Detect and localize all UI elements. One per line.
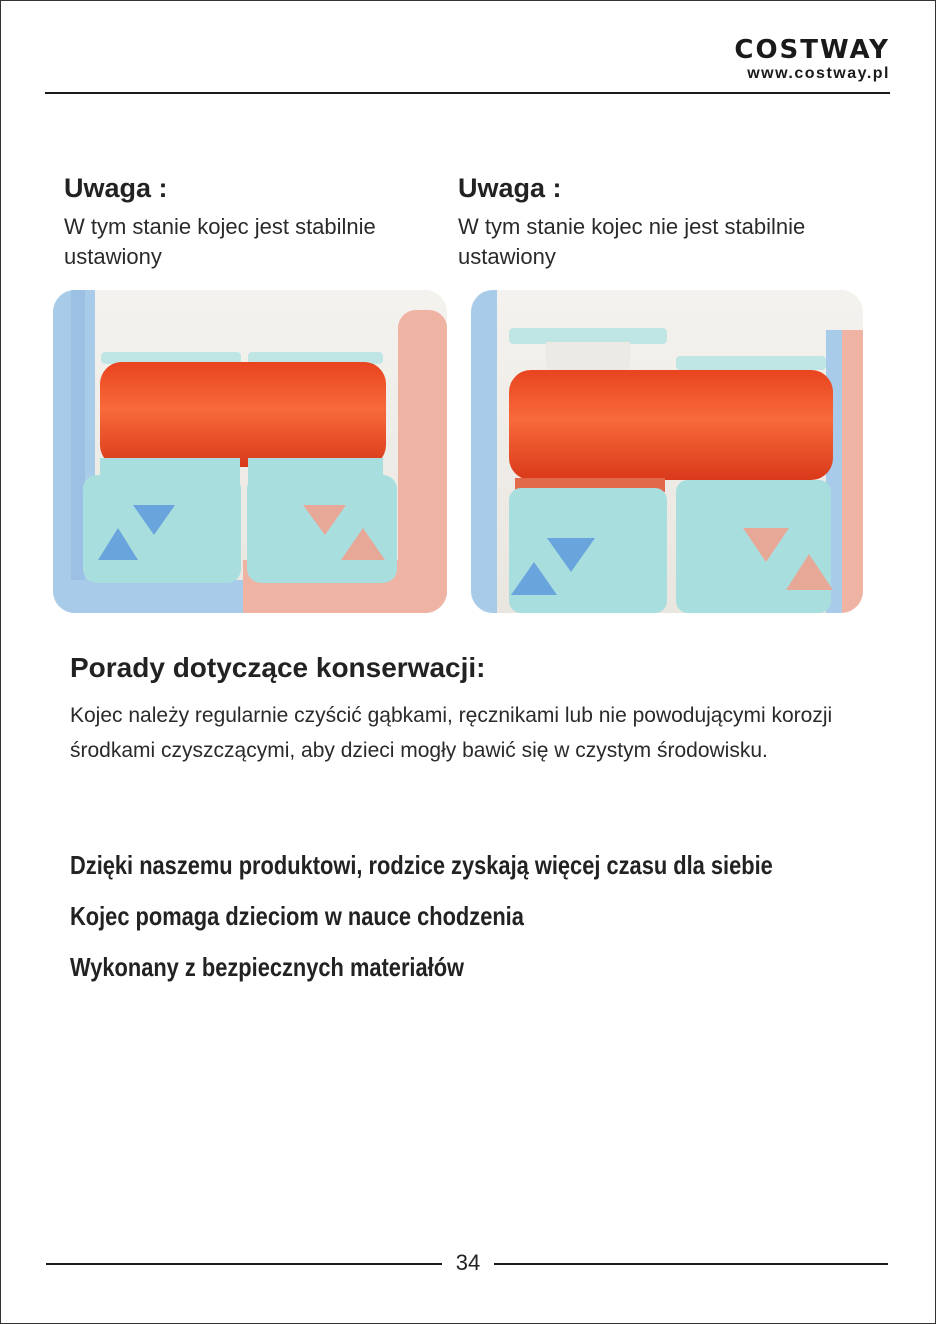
note-stable-title: Uwaga : — [64, 173, 168, 203]
orange-lock-clip-raised — [509, 370, 833, 480]
maintenance-title: Porady dotyczące konserwacji: — [70, 652, 486, 683]
lock-unstable-illustration — [471, 290, 863, 613]
footer-divider-right — [494, 1263, 888, 1265]
header-divider — [45, 92, 890, 94]
orange-lock-clip — [100, 362, 386, 467]
brand-url: www.costway.pl — [747, 65, 890, 82]
footer-divider-left — [46, 1263, 442, 1265]
maintenance-section — [70, 650, 870, 768]
highlight-item: Dzięki naszemu produktowi, rodzice zyskają więcej czasu dla siebie — [70, 850, 773, 880]
photo-lock-stable — [53, 290, 447, 613]
page-number: 34 — [455, 1250, 481, 1275]
note-stable-text: W tym stanie kojec jest stabilnie ustawiony — [64, 214, 376, 269]
note-unstable-title: Uwaga : — [458, 173, 562, 203]
highlight-item: Wykonany z bezpiecznych materiałów — [70, 952, 465, 982]
note-stable — [64, 172, 454, 272]
highlights-list — [70, 840, 900, 993]
maintenance-text: Kojec należy regularnie czyścić gąbkami, ręcznikami lub nie powodującymi korozji środkami czyszczącymi, aby dzieci mogły bawić się w czystym środowisku. — [70, 704, 833, 762]
photo-lock-unstable — [471, 290, 863, 613]
highlight-item: Kojec pomaga dzieciom w nauce chodzenia — [70, 901, 524, 931]
costway-logo — [734, 36, 890, 84]
left-base — [83, 475, 241, 583]
right-base-unstable — [676, 480, 831, 613]
note-unstable-text: W tym stanie kojec nie jest stabilnie ustawiony — [458, 214, 806, 269]
lock-stable-illustration — [53, 290, 447, 613]
note-unstable — [458, 172, 848, 272]
brand-name: COSTWAY — [734, 35, 890, 65]
